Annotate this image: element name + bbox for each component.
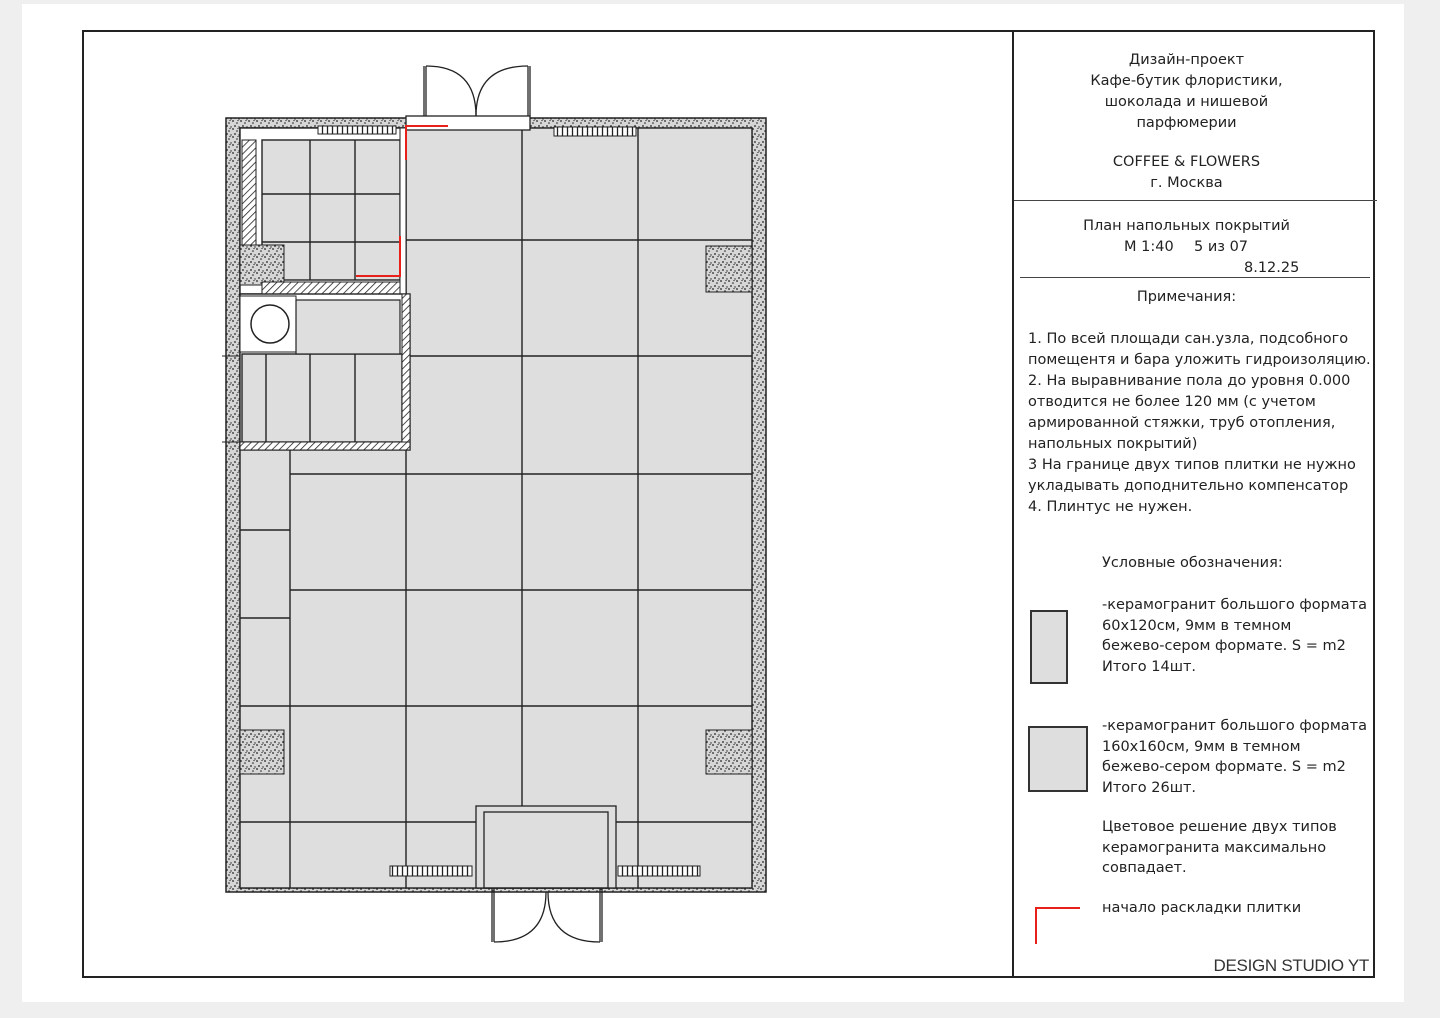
note-line: отводится не более 120 мм (с учетом — [1028, 394, 1316, 410]
start-marker-label: начало раскладки плитки — [1102, 900, 1302, 916]
legend-item-60x120 — [1102, 595, 1372, 677]
note-line: укладывать доподнительно компенсатор — [1028, 478, 1349, 494]
legend-line: Итого 26шт. — [1102, 779, 1197, 796]
sheet-date: 8.12.25 — [1244, 260, 1300, 276]
color-note-line: совпадает. — [1102, 860, 1187, 876]
divider — [1014, 200, 1377, 201]
legend-line: -керамогранит большого формата — [1102, 718, 1367, 734]
color-note — [1102, 817, 1372, 879]
legend-heading: Условные обозначения: — [1102, 555, 1283, 571]
legend-line: Итого 14шт. — [1102, 658, 1197, 675]
bathroom-room — [240, 128, 406, 294]
brand-name: COFFEE & FLOWERS — [1112, 154, 1261, 170]
tile-160x160-swatch — [1028, 726, 1088, 792]
title-block — [1012, 30, 1375, 978]
project-title — [1014, 50, 1359, 134]
bottom-entrance-door — [476, 806, 616, 942]
notes-heading: Примечания: — [1136, 289, 1237, 305]
notes-list — [1028, 329, 1373, 518]
legend-line: 60x120см, 9мм в темном — [1102, 617, 1292, 634]
city-name: г. Москва — [1150, 175, 1223, 191]
note-line: 4. Плинтус не нужен. — [1028, 499, 1193, 515]
divider — [1020, 277, 1370, 278]
note-line: 2. На выравнивание пола до уровня 0.000 — [1028, 373, 1351, 389]
start-marker-icon — [1032, 902, 1084, 946]
color-note-line: керамогранита максимально — [1102, 839, 1327, 856]
note-line: армированной стяжки, труб отопления, — [1028, 415, 1336, 431]
project-line: парфюмерии — [1136, 115, 1237, 131]
note-line: 3 На границе двух типов плитки не нужно — [1028, 457, 1356, 473]
legend-item-160x160 — [1102, 716, 1372, 798]
project-line: шоколада и нишевой — [1104, 94, 1269, 110]
color-note-line: Цветовое решение двух типов — [1102, 819, 1337, 835]
sheet-number: 5 из 07 — [1194, 239, 1249, 255]
note-line: 1. По всей площади сан.узла, подсобного — [1028, 331, 1349, 347]
note-line: напольных покрытий) — [1028, 436, 1198, 452]
tile-60x120-swatch — [1030, 610, 1068, 684]
scale-label: М 1:40 — [1124, 239, 1174, 255]
top-entrance-door — [406, 66, 530, 130]
studio-logo: DESIGN STUDIO YT — [1213, 956, 1369, 975]
utility-room — [222, 294, 410, 450]
note-line: помещентя и бара уложить гидроизоляцию. — [1028, 352, 1371, 368]
legend-line: -керамогранит большого формата — [1102, 597, 1367, 613]
brand-block — [1014, 152, 1359, 194]
sheet-title: План напольных покрытий — [1083, 218, 1290, 234]
legend-line: бежево-сером формате. S = m2 — [1102, 759, 1346, 775]
legend-line: бежево-сером формате. S = m2 — [1102, 638, 1346, 654]
legend-line: 160x160см, 9мм в темном — [1102, 738, 1301, 755]
project-line: Кафе-бутик флористики, — [1090, 73, 1283, 89]
project-line: Дизайн-проект — [1128, 52, 1245, 68]
